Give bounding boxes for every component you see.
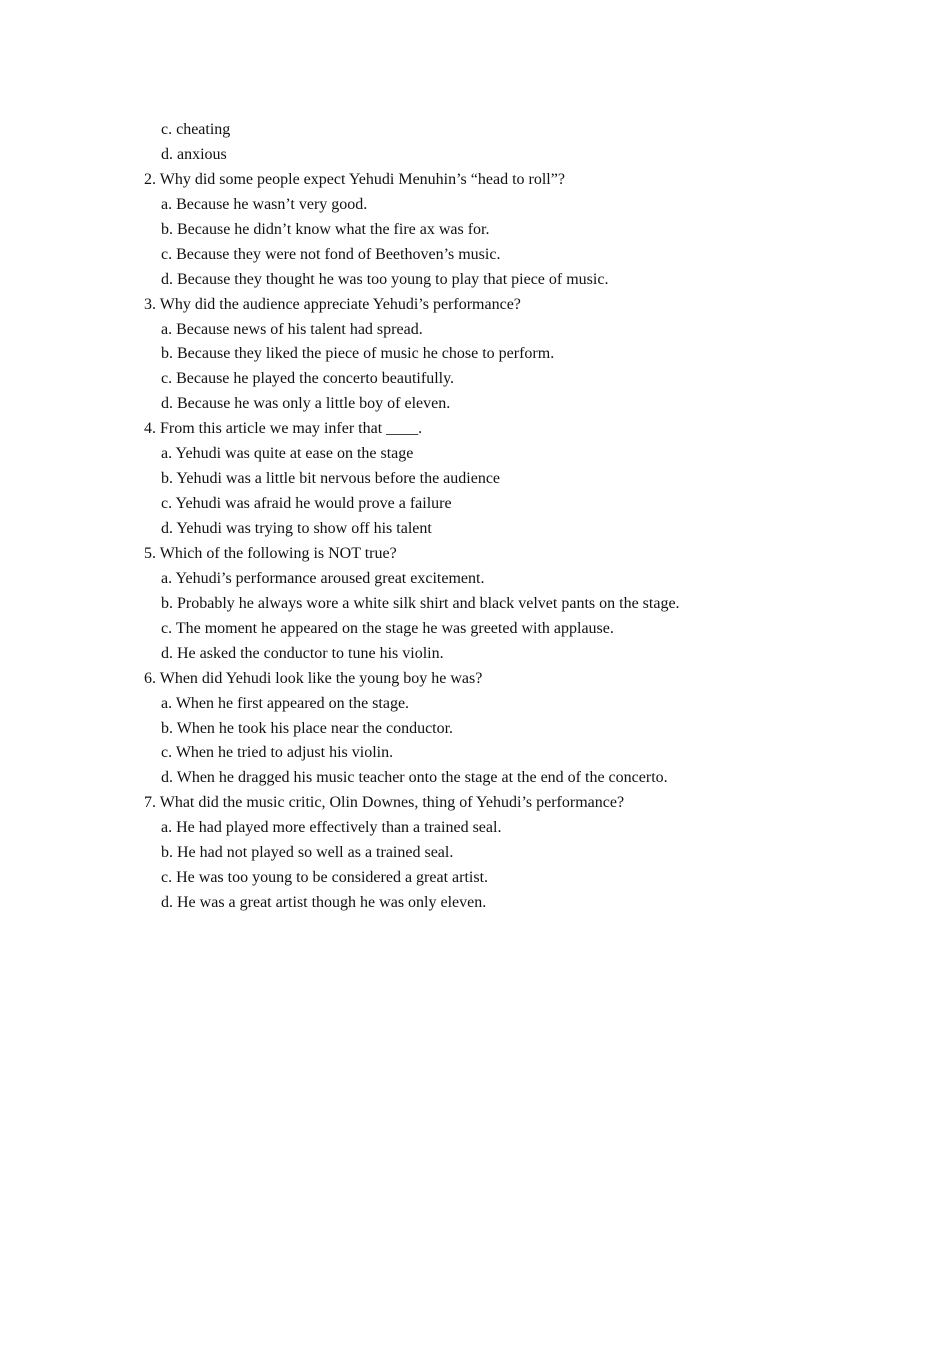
option-text: d. Yehudi was trying to show off his talent <box>161 520 432 537</box>
option-text: c. When he tried to adjust his violin. <box>161 744 394 762</box>
option-text: a. Yehudi’s performance aroused great excitement. <box>161 569 485 587</box>
question-6 <box>144 667 844 792</box>
option-text: c. Because they were not fond of Beethoven’s music. <box>161 245 501 263</box>
option-text: b. Because they liked the piece of music he chose to perform. <box>161 345 555 363</box>
question-stem: 3. Why did the audience appreciate Yehudi’s performance? <box>144 295 521 313</box>
option-text: b. Yehudi was a little bit nervous before the audience <box>161 470 501 488</box>
option-text: a. Yehudi was quite at ease on the stage <box>161 445 414 463</box>
question-7 <box>144 791 844 916</box>
question-3 <box>144 293 844 418</box>
option-text: d. anxious <box>161 145 227 163</box>
option-text: a. He had played more effectively than a trained seal. <box>161 819 502 837</box>
question-2 <box>144 168 844 293</box>
option-text: d. Because they thought he was too young to play that piece of music. <box>161 270 609 288</box>
option-text: b. He had not played so well as a trained seal. <box>161 844 454 862</box>
option-text: a. Because news of his talent had spread. <box>161 320 423 338</box>
option-text: d. He asked the conductor to tune his violin. <box>161 644 444 662</box>
option-text: c. Yehudi was afraid he would prove a failure <box>161 495 452 513</box>
option-text: a. Because he wasn’t very good. <box>161 195 368 213</box>
question-4 <box>144 417 844 542</box>
quiz-content <box>144 118 844 916</box>
option-text: d. When he dragged his music teacher onto the stage at the end of the concerto. <box>161 769 668 787</box>
option-text: b. Because he didn’t know what the fire ax was for. <box>161 220 490 238</box>
option-text: c. Because he played the concerto beautifully. <box>161 370 455 388</box>
option-text: d. Because he was only a little boy of eleven. <box>161 395 451 413</box>
option-text: c. cheating <box>161 121 231 138</box>
question-stem: 5. Which of the following is NOT true? <box>144 544 397 562</box>
question-stem: 4. From this article we may infer that ____. <box>144 420 423 438</box>
option-text: c. The moment he appeared on the stage he was greeted with applause. <box>161 619 614 637</box>
option-text: a. When he first appeared on the stage. <box>161 694 410 712</box>
leading-options <box>144 118 844 168</box>
option-text: b. Probably he always wore a white silk shirt and black velvet pants on the stage. <box>161 594 680 612</box>
question-stem: 7. What did the music critic, Olin Downes, thing of Yehudi’s performance? <box>144 794 625 812</box>
option-text: d. He was a great artist though he was only eleven. <box>161 894 487 912</box>
question-5 <box>144 542 844 667</box>
question-stem: 2. Why did some people expect Yehudi Menuhin’s “head to roll”? <box>144 170 565 188</box>
option-text: c. He was too young to be considered a great artist. <box>161 869 489 887</box>
option-text: b. When he took his place near the conductor. <box>161 719 454 737</box>
question-stem: 6. When did Yehudi look like the young boy he was? <box>144 669 483 687</box>
